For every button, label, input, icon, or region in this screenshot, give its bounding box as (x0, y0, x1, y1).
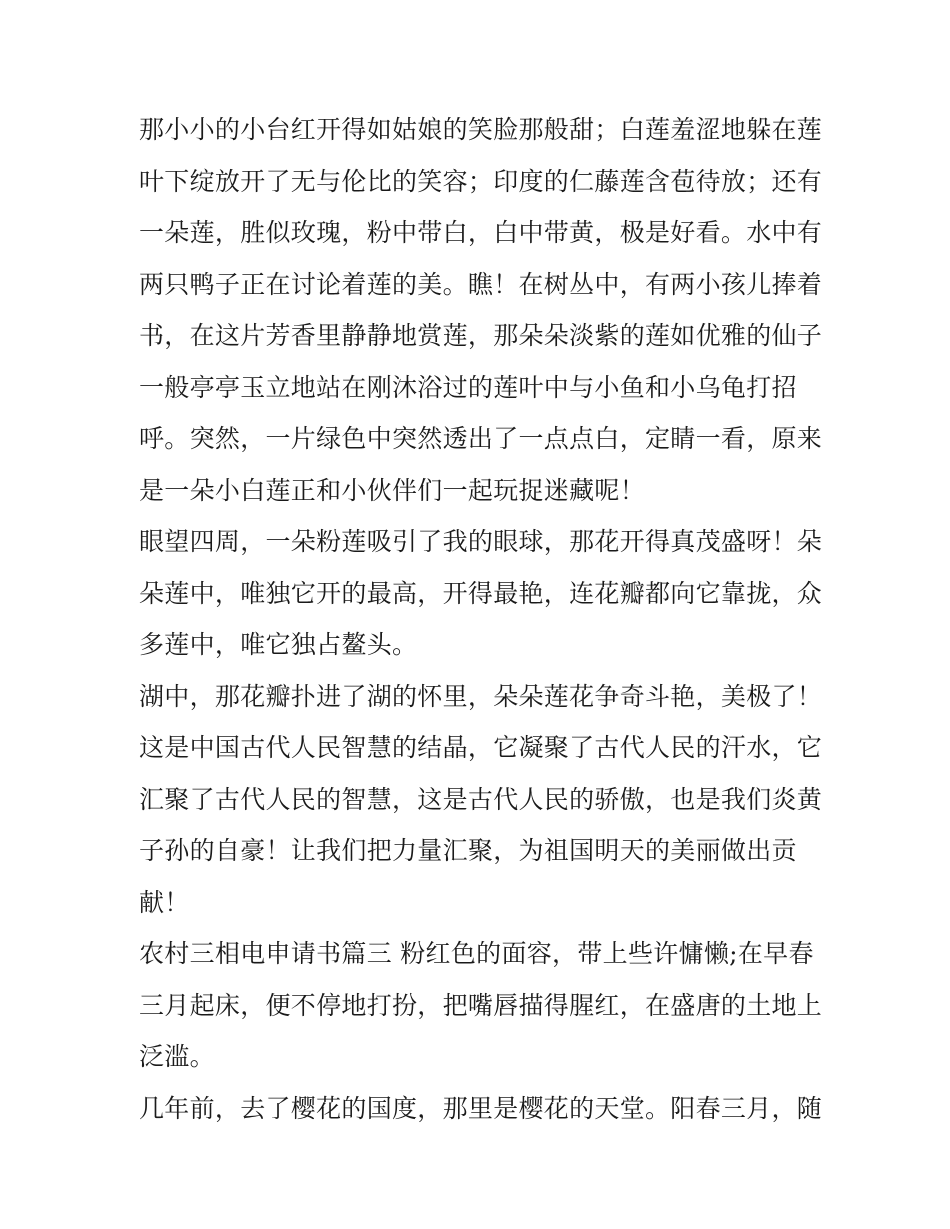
text-line: 多莲中，唯它独占鳌头。 (139, 630, 418, 659)
text-line: 一般亭亭玉立地站在刚沐浴过的莲叶中与小鱼和小乌龟打招 (139, 372, 797, 402)
text-line: 几年前，去了樱花的国度，那里是樱花的天堂。阳春三月，随 (139, 1093, 823, 1123)
text-line: 湖中，那花瓣扑进了湖的怀里，朵朵莲花争奇斗艳，美极了！ (139, 681, 823, 711)
text-line: 农村三相电申请书篇三 粉红色的面容，带上些许慵懒;在早春 (139, 939, 814, 968)
text-line: 一朵莲，胜似玫瑰，粉中带白，白中带黄，极是好看。水中有 (139, 218, 823, 247)
document-body (139, 104, 823, 1134)
text-line: 这是中国古代人民智慧的结晶，它凝聚了古代人民的汗水，它 (139, 733, 823, 762)
text-line: 泛滥。 (139, 1042, 215, 1071)
text-line: 朵莲中，唯独它开的最高，开得最艳，连花瓣都向它靠拢，众 (139, 578, 823, 608)
text-line: 是一朵小白莲正和小伙伴们一起玩捉迷藏呢！ (139, 475, 646, 505)
text-line: 子孙的自豪！让我们把力量汇聚，为祖国明天的美丽做出贡 (139, 836, 797, 865)
text-line: 那小小的小台红开得如姑娘的笑脸那般甜；白莲羞涩地躲在莲 (139, 115, 823, 144)
text-line: 眼望四周，一朵粉莲吸引了我的眼球，那花开得真茂盛呀！朵 (139, 527, 823, 556)
text-line: 献！ (139, 887, 190, 917)
text-line: 汇聚了古代人民的智慧，这是古代人民的骄傲，也是我们炎黄 (139, 784, 823, 814)
text-line: 叶下绽放开了无与伦比的笑容；印度的仁藤莲含苞待放；还有 (139, 166, 823, 196)
text-line: 书，在这片芳香里静静地赏莲，那朵朵淡紫的莲如优雅的仙子 (139, 321, 823, 350)
text-line: 两只鸭子正在讨论着莲的美。瞧！在树丛中，有两小孩儿捧着 (139, 269, 823, 299)
text-line: 三月起床，便不停地打扮，把嘴唇描得腥红，在盛唐的土地上 (139, 990, 823, 1020)
text-line: 呼。突然，一片绿色中突然透出了一点点白，定睛一看，原来 (139, 424, 823, 453)
